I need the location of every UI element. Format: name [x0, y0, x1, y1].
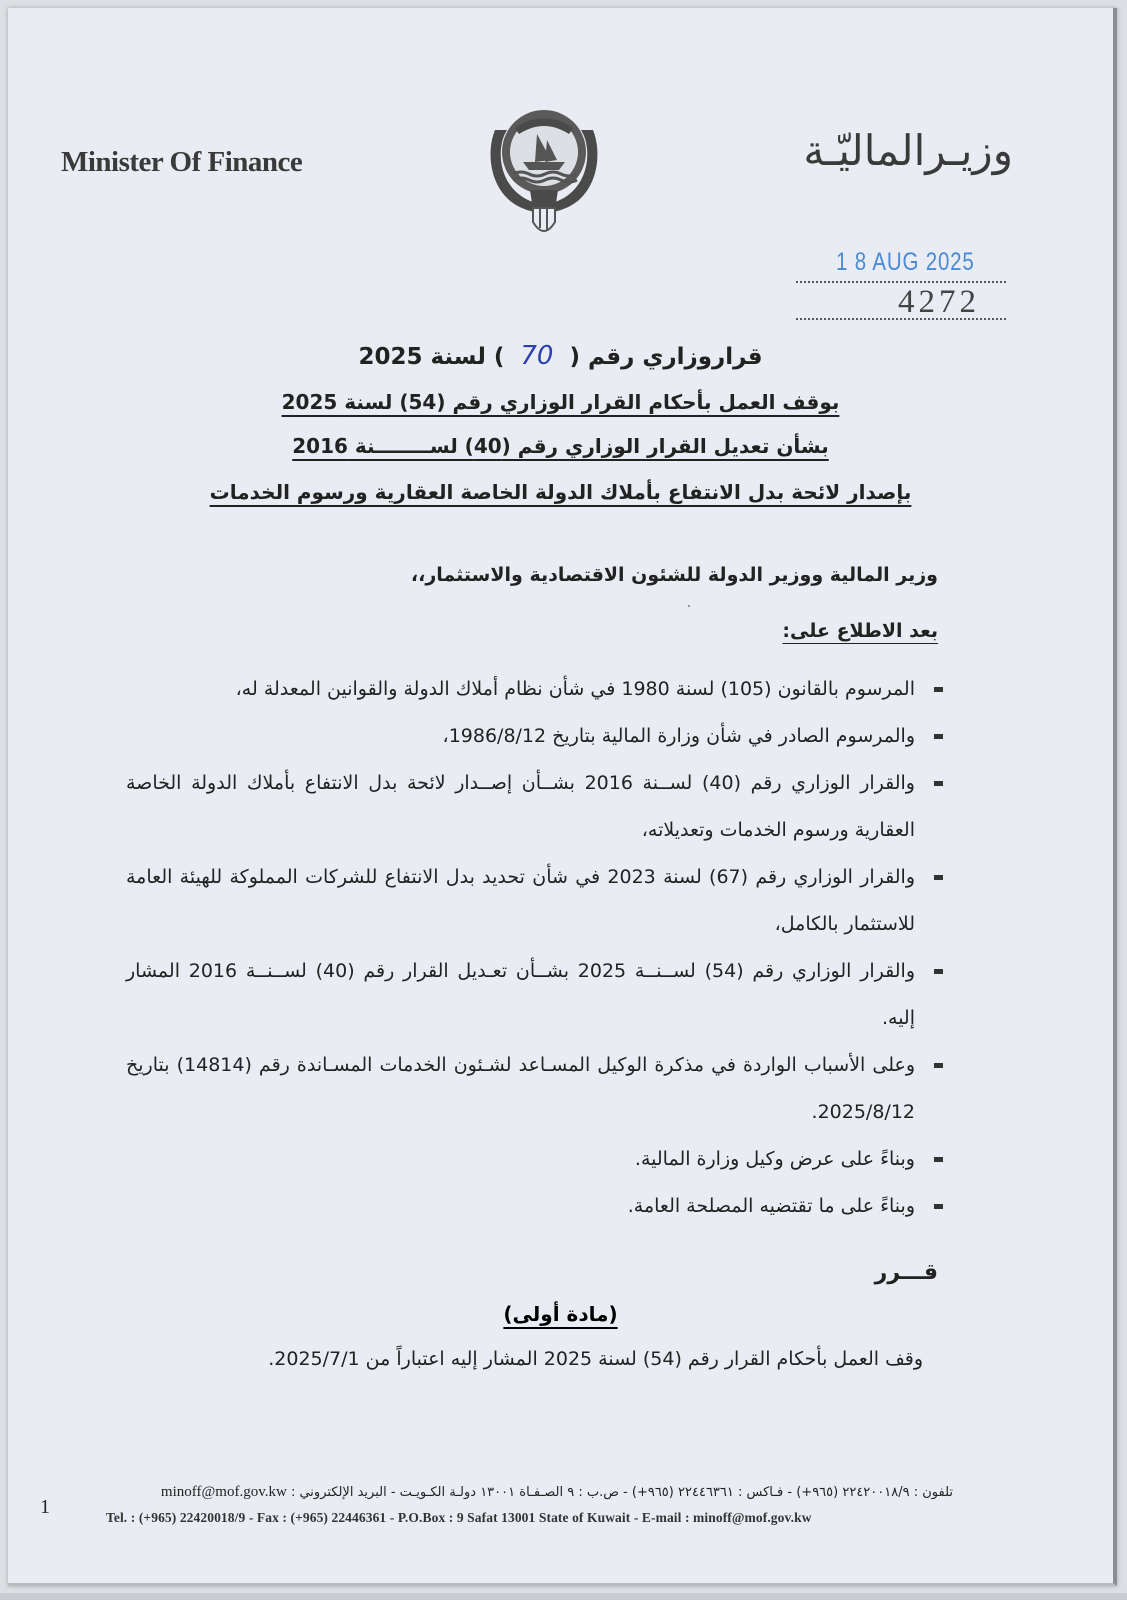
- article-text: وقف العمل بأحكام القرار رقم (54) لسنة 2025 المشار إليه اعتباراً من 2025/7/1.: [268, 1348, 923, 1370]
- handwritten-decision-number: 70: [520, 341, 554, 371]
- preamble-item: [126, 1042, 943, 1136]
- preamble-item: [126, 854, 943, 948]
- preamble-item: [126, 713, 943, 760]
- preamble-list: [126, 666, 943, 1230]
- bullet-icon: [934, 1183, 943, 1188]
- footer-arabic-contact: [161, 1484, 953, 1501]
- subject-line: بشأن تعديل القرار الوزاري رقم (40) لســــــــنة 2016: [292, 434, 829, 458]
- letterhead-english-title: Minister Of Finance: [61, 146, 303, 178]
- decision-title-suffix: ) لسنة 2025: [358, 344, 505, 370]
- bullet-icon: [934, 948, 943, 953]
- bullet-icon: [934, 666, 943, 671]
- preamble-item-text: والقرار الوزاري رقم (54) لســنــة 2025 بشــأن تعـديل القرار رقم (40) لســنــة 2016 المشار إليه.: [126, 960, 916, 1029]
- decision-title-prefix: قراروزاري رقم (: [569, 344, 763, 370]
- stamp-dotted-line: [796, 318, 1006, 320]
- preamble-item: [126, 1183, 943, 1230]
- scan-speck: [688, 605, 690, 607]
- preamble-item-text: المرسوم بالقانون (105) لسنة 1980 في شأن نظام أملاك الدولة والقوانين المعدلة له،: [235, 678, 915, 700]
- issuer-line: وزير المالية ووزير الدولة للشئون الاقتصادية والاستثمار،،: [410, 564, 938, 586]
- decides-heading: قـــرر: [874, 1260, 938, 1285]
- decision-title: [8, 341, 1113, 371]
- registration-number-stamp: 4272: [898, 284, 980, 320]
- footer-email-link[interactable]: minoff@mof.gov.kw: [160, 1484, 287, 1500]
- subject-line: بوقف العمل بأحكام القرار الوزاري رقم (54) لسنة 2025: [281, 390, 840, 414]
- page-number: 1: [40, 1496, 50, 1518]
- preamble-item: [126, 1136, 943, 1183]
- preamble-item: [126, 760, 943, 854]
- document-page: [8, 8, 1117, 1586]
- preamble-item: [126, 666, 943, 713]
- preamble-item-text: والقرار الوزاري رقم (40) لســنة 2016 بشــأن إصــدار لائحة بدل الانتفاع بأملاك الدولة الخاصة العقارية ورسوم الخدمات وتعديلاته،: [126, 772, 915, 841]
- preamble-item-text: والمرسوم الصادر في شأن وزارة المالية بتاريخ 1986/8/12،: [442, 725, 915, 747]
- subject-line: بإصدار لائحة بدل الانتفاع بأملاك الدولة الخاصة العقارية ورسوم الخدمات: [209, 480, 912, 504]
- preamble-item-text: وعلى الأسباب الواردة في مذكرة الوكيل المسـاعد لشـئون الخدمات المسـاندة رقم (14814) بتاريخ 2025/8/12.: [126, 1054, 915, 1123]
- bullet-icon: [934, 760, 943, 765]
- stamp-dotted-line: [796, 281, 1006, 283]
- footer-english-contact: Tel. : (+965) 22420018/9 - Fax : (+965) 22446361 - P.O.Box : 9 Safat 13001 State of Kuwait - E-mail : minoff@mof.gov.kw: [106, 1510, 812, 1525]
- bullet-icon: [934, 1042, 943, 1047]
- letterhead-arabic-title: وزيـرالماليّـة: [803, 126, 1013, 175]
- bullet-icon: [934, 1136, 943, 1141]
- preamble-heading: بعد الاطلاع على:: [782, 620, 938, 642]
- article-title: (مادة أولى): [503, 1302, 618, 1326]
- bullet-icon: [934, 854, 943, 859]
- preamble-item-text: والقرار الوزاري رقم (67) لسنة 2023 في شأن تحديد بدل الانتفاع للشركات المملوكة للهيئة العامة للاستثمار بالكامل،: [126, 866, 915, 935]
- preamble-item-text: وبناءً على عرض وكيل وزارة المالية.: [634, 1148, 915, 1170]
- received-date-stamp: 1 8 AUG 2025: [836, 248, 975, 276]
- kuwait-emblem-icon: [485, 90, 603, 240]
- footer-arabic-text: تلفون : ٢٢٤٢٠٠١٨/٩ (٩٦٥+) - فـاكس : ٢٢٤٤٦٣٦١ (٩٦٥+) - ص.ب : ٩ الصـفـاة ١٣٠٠١ دولـة الكـويـت - البريد الإلكتروني :: [290, 1485, 953, 1500]
- emblem-shield: [533, 208, 555, 231]
- preamble-item-text: وبناءً على ما تقتضيه المصلحة العامة.: [627, 1195, 915, 1217]
- bullet-icon: [934, 713, 943, 718]
- preamble-item: [126, 948, 943, 1042]
- scan-bottom-edge: [0, 1593, 1127, 1600]
